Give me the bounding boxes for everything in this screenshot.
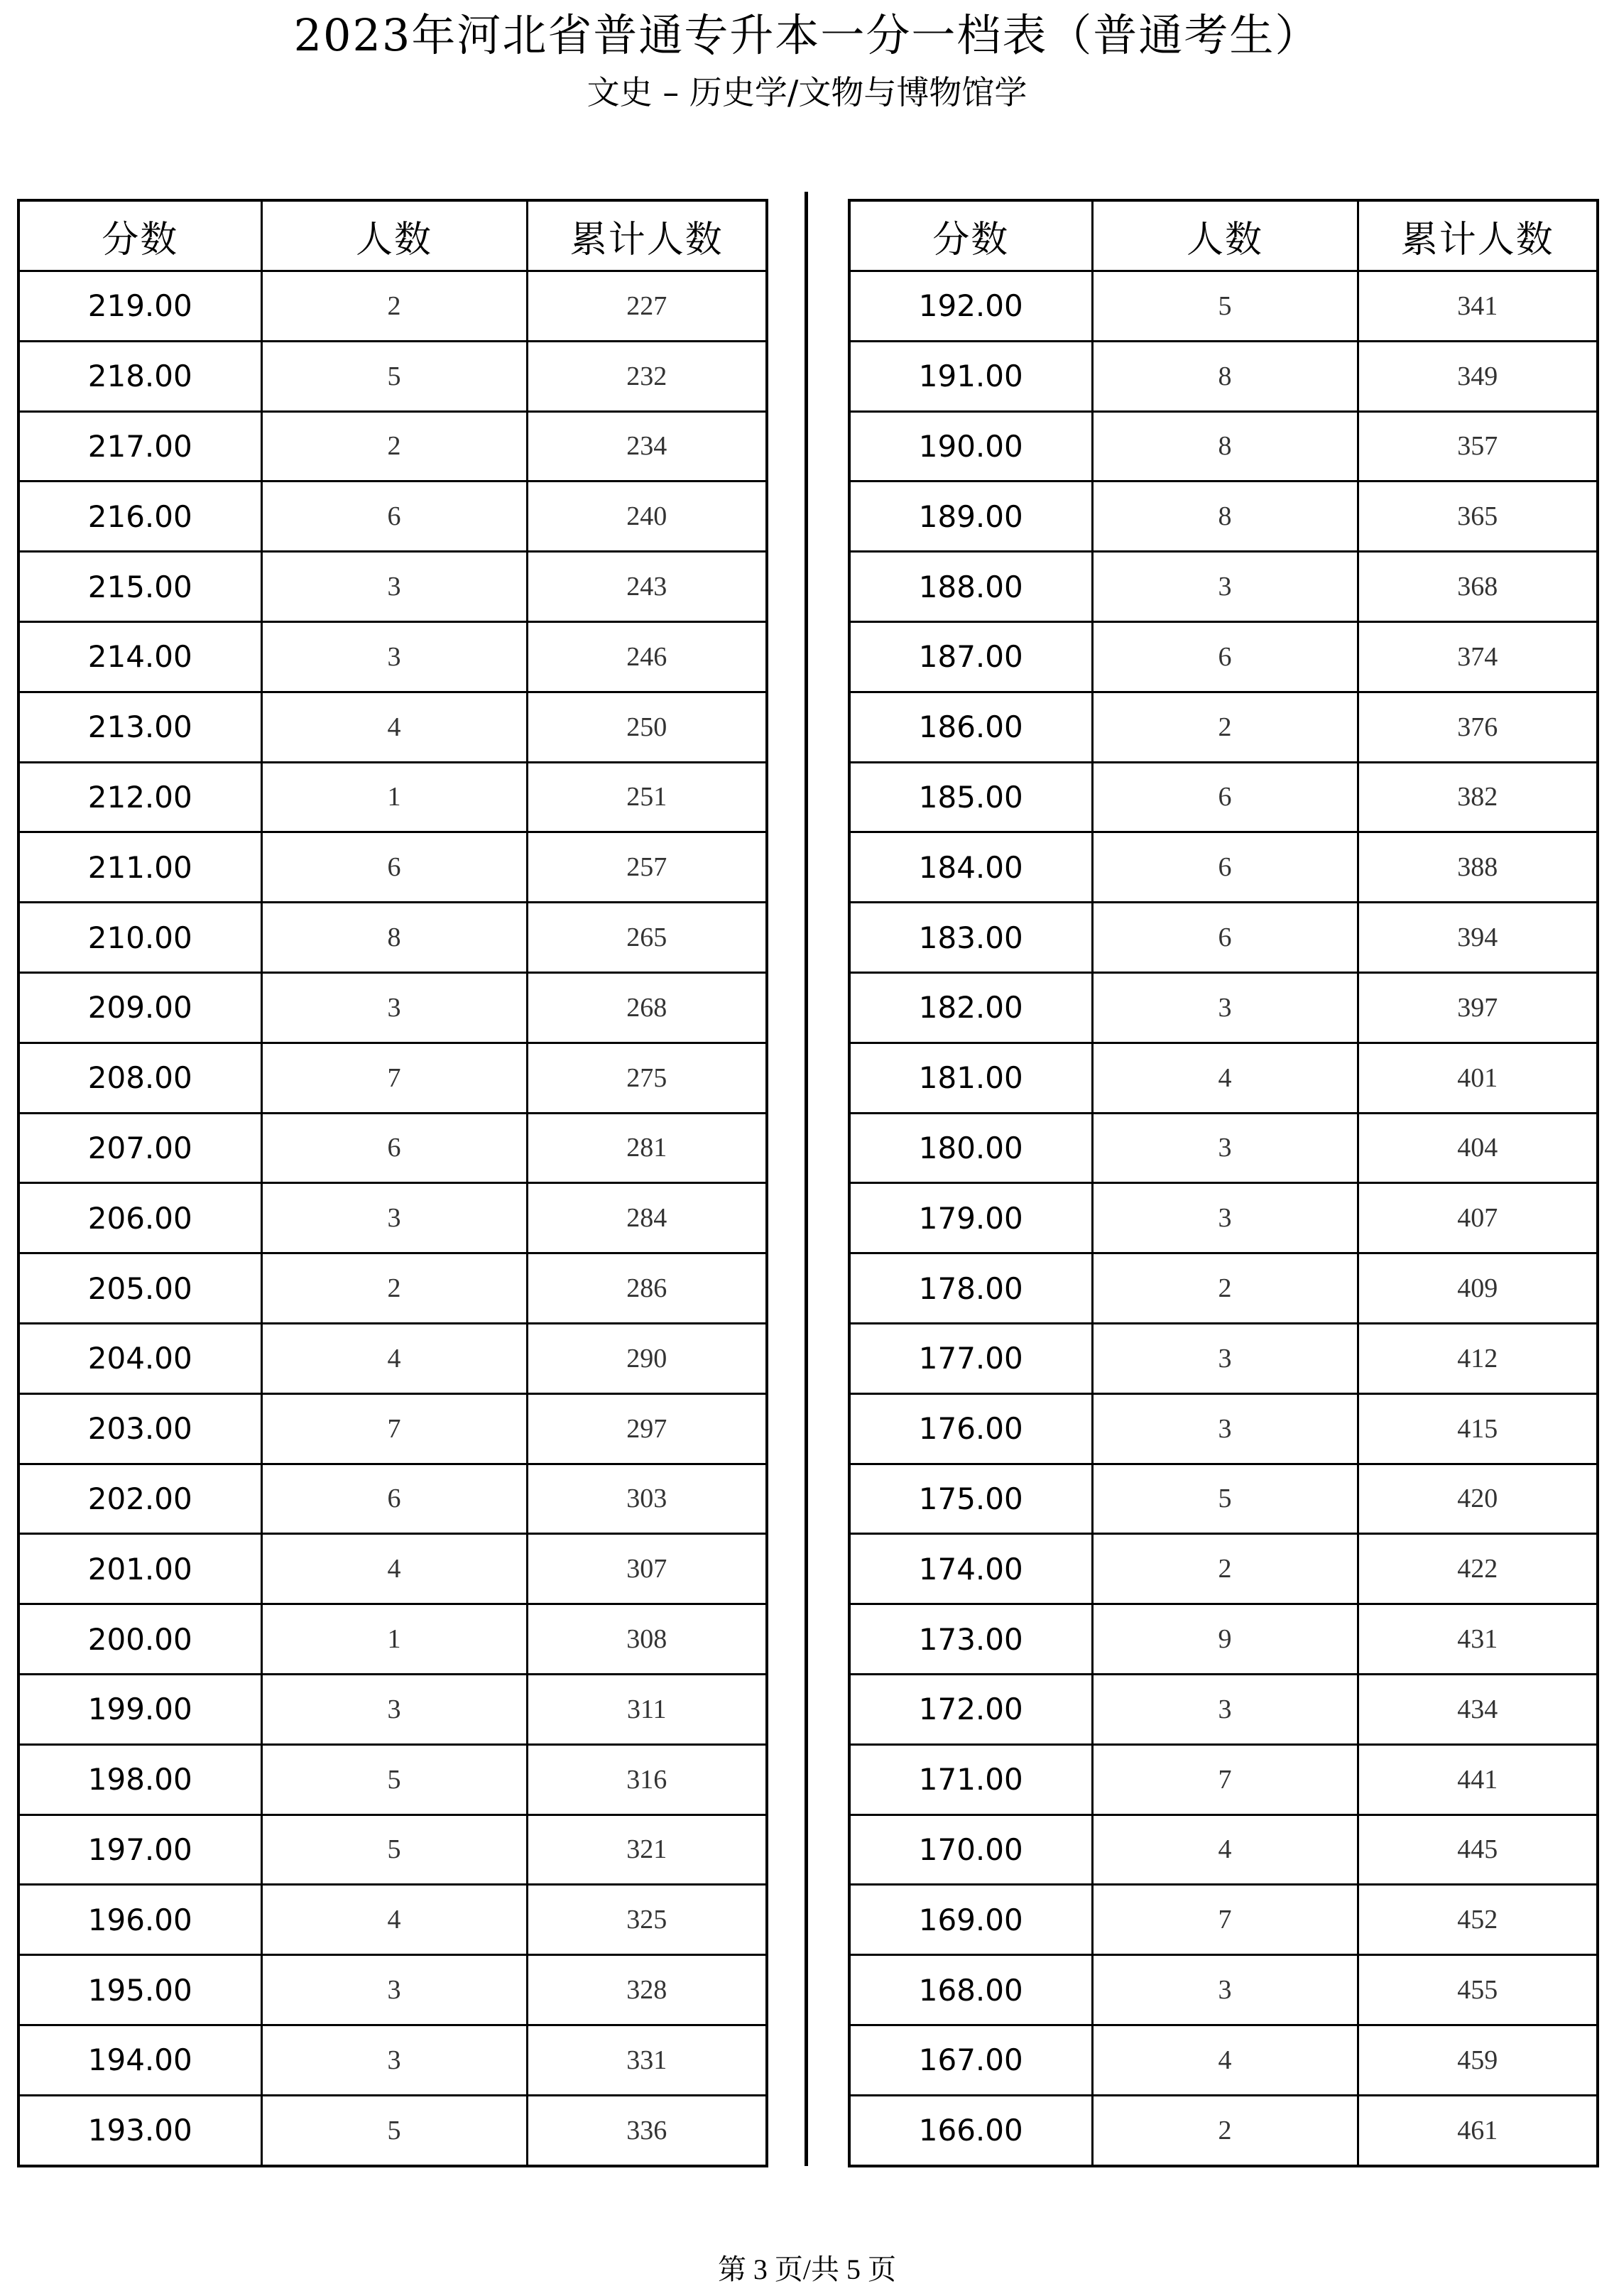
- cumulative-cell: 365: [1358, 481, 1598, 552]
- table-row: [18, 411, 767, 481]
- cumulative-cell: 357: [1358, 411, 1598, 481]
- score-cell: 196.00: [18, 1885, 261, 1955]
- score-cell: 183.00: [849, 903, 1092, 973]
- cumulative-cell: 374: [1358, 621, 1598, 692]
- count-cell: 1: [261, 762, 527, 832]
- count-cell: 8: [1092, 411, 1358, 481]
- score-table-left: [17, 199, 768, 2167]
- score-cell: 186.00: [849, 692, 1092, 762]
- score-cell: 192.00: [849, 271, 1092, 342]
- table-row: [18, 1393, 767, 1464]
- cumulative-cell: 336: [527, 2095, 767, 2165]
- score-cell: 174.00: [849, 1534, 1092, 1604]
- score-cell: 185.00: [849, 762, 1092, 832]
- count-cell: 8: [1092, 341, 1358, 411]
- cumulative-cell: 303: [527, 1464, 767, 1534]
- cumulative-cell: 382: [1358, 762, 1598, 832]
- table-row: [18, 552, 767, 622]
- table-row: [849, 1674, 1598, 1744]
- cumulative-cell: 397: [1358, 972, 1598, 1043]
- header-score: 分数: [849, 200, 1092, 271]
- count-cell: 6: [261, 832, 527, 903]
- table-row: [849, 621, 1598, 692]
- score-cell: 166.00: [849, 2095, 1092, 2165]
- count-cell: 5: [1092, 1464, 1358, 1534]
- score-cell: 201.00: [18, 1534, 261, 1604]
- count-cell: 3: [1092, 552, 1358, 622]
- score-cell: 191.00: [849, 341, 1092, 411]
- score-cell: 197.00: [18, 1815, 261, 1885]
- count-cell: 9: [1092, 1604, 1358, 1675]
- count-cell: 5: [261, 341, 527, 411]
- score-cell: 194.00: [18, 2025, 261, 2095]
- column-divider: [805, 192, 808, 2166]
- score-cell: 195.00: [18, 1955, 261, 2025]
- count-cell: 3: [1092, 1674, 1358, 1744]
- cumulative-cell: 388: [1358, 832, 1598, 903]
- table-row: [849, 832, 1598, 903]
- count-cell: 2: [261, 411, 527, 481]
- count-cell: 1: [261, 1604, 527, 1675]
- header-cumulative: 累计人数: [1358, 200, 1598, 271]
- table-row: [18, 1043, 767, 1113]
- count-cell: 3: [1092, 1393, 1358, 1464]
- cumulative-cell: 308: [527, 1604, 767, 1675]
- score-cell: 205.00: [18, 1253, 261, 1324]
- score-cell: 171.00: [849, 1744, 1092, 1815]
- cumulative-cell: 286: [527, 1253, 767, 1324]
- count-cell: 6: [1092, 621, 1358, 692]
- count-cell: 6: [1092, 903, 1358, 973]
- count-cell: 7: [1092, 1744, 1358, 1815]
- cumulative-cell: 281: [527, 1113, 767, 1183]
- count-cell: 7: [261, 1393, 527, 1464]
- cumulative-cell: 257: [527, 832, 767, 903]
- table-row: [849, 1604, 1598, 1675]
- count-cell: 4: [1092, 1815, 1358, 1885]
- table-row: [849, 1183, 1598, 1253]
- table-row: [18, 1815, 767, 1885]
- cumulative-cell: 452: [1358, 1885, 1598, 1955]
- score-cell: 203.00: [18, 1393, 261, 1464]
- cumulative-cell: 349: [1358, 341, 1598, 411]
- cumulative-cell: 459: [1358, 2025, 1598, 2095]
- score-cell: 216.00: [18, 481, 261, 552]
- count-cell: 7: [1092, 1885, 1358, 1955]
- score-cell: 209.00: [18, 972, 261, 1043]
- count-cell: 3: [1092, 1183, 1358, 1253]
- count-cell: 5: [1092, 271, 1358, 342]
- count-cell: 4: [1092, 2025, 1358, 2095]
- score-cell: 199.00: [18, 1674, 261, 1744]
- cumulative-cell: 328: [527, 1955, 767, 2025]
- table-row: [18, 972, 767, 1043]
- count-cell: 3: [1092, 972, 1358, 1043]
- count-cell: 3: [1092, 1323, 1358, 1393]
- score-cell: 211.00: [18, 832, 261, 903]
- score-cell: 180.00: [849, 1113, 1092, 1183]
- cumulative-cell: 251: [527, 762, 767, 832]
- cumulative-cell: 368: [1358, 552, 1598, 622]
- table-header-row: [18, 200, 767, 271]
- table-row: [849, 1253, 1598, 1324]
- cumulative-cell: 232: [527, 341, 767, 411]
- table-row: [849, 972, 1598, 1043]
- score-cell: 176.00: [849, 1393, 1092, 1464]
- score-cell: 169.00: [849, 1885, 1092, 1955]
- header-cumulative: 累计人数: [527, 200, 767, 271]
- count-cell: 3: [261, 1955, 527, 2025]
- table-row: [849, 271, 1598, 342]
- header-count: 人数: [261, 200, 527, 271]
- count-cell: 3: [261, 1183, 527, 1253]
- cumulative-cell: 265: [527, 903, 767, 973]
- score-cell: 184.00: [849, 832, 1092, 903]
- table-row: [849, 692, 1598, 762]
- count-cell: 7: [261, 1043, 527, 1113]
- count-cell: 3: [261, 972, 527, 1043]
- page-title: 2023年河北省普通专升本一分一档表（普通考生）: [293, 9, 1321, 61]
- table-row: [849, 1043, 1598, 1113]
- cumulative-cell: 431: [1358, 1604, 1598, 1675]
- score-cell: 187.00: [849, 621, 1092, 692]
- score-cell: 200.00: [18, 1604, 261, 1675]
- table-row: [18, 2095, 767, 2165]
- cumulative-cell: 455: [1358, 1955, 1598, 2025]
- score-table-left-body: [18, 271, 767, 2166]
- score-cell: 207.00: [18, 1113, 261, 1183]
- score-cell: 214.00: [18, 621, 261, 692]
- score-cell: 208.00: [18, 1043, 261, 1113]
- table-row: [18, 903, 767, 973]
- score-cell: 206.00: [18, 1183, 261, 1253]
- score-cell: 213.00: [18, 692, 261, 762]
- table-row: [849, 1955, 1598, 2025]
- cumulative-cell: 412: [1358, 1323, 1598, 1393]
- count-cell: 3: [261, 552, 527, 622]
- score-cell: 181.00: [849, 1043, 1092, 1113]
- table-row: [18, 2025, 767, 2095]
- table-row: [18, 1323, 767, 1393]
- score-cell: 215.00: [18, 552, 261, 622]
- table-row: [18, 621, 767, 692]
- score-cell: 212.00: [18, 762, 261, 832]
- cumulative-cell: 441: [1358, 1744, 1598, 1815]
- table-row: [849, 1815, 1598, 1885]
- cumulative-cell: 316: [527, 1744, 767, 1815]
- cumulative-cell: 401: [1358, 1043, 1598, 1113]
- cumulative-cell: 331: [527, 2025, 767, 2095]
- score-cell: 167.00: [849, 2025, 1092, 2095]
- cumulative-cell: 227: [527, 271, 767, 342]
- cumulative-cell: 290: [527, 1323, 767, 1393]
- cumulative-cell: 445: [1358, 1815, 1598, 1885]
- table-row: [18, 1674, 767, 1744]
- cumulative-cell: 307: [527, 1534, 767, 1604]
- score-cell: 170.00: [849, 1815, 1092, 1885]
- score-cell: 193.00: [18, 2095, 261, 2165]
- table-row: [849, 1885, 1598, 1955]
- table-row: [849, 1534, 1598, 1604]
- cumulative-cell: 434: [1358, 1674, 1598, 1744]
- table-row: [18, 1113, 767, 1183]
- cumulative-cell: 376: [1358, 692, 1598, 762]
- table-row: [849, 1323, 1598, 1393]
- count-cell: 6: [261, 1464, 527, 1534]
- table-row: [18, 1183, 767, 1253]
- count-cell: 6: [1092, 762, 1358, 832]
- table-row: [849, 481, 1598, 552]
- cumulative-cell: 311: [527, 1674, 767, 1744]
- table-row: [849, 762, 1598, 832]
- count-cell: 8: [1092, 481, 1358, 552]
- cumulative-cell: 394: [1358, 903, 1598, 973]
- table-row: [18, 1253, 767, 1324]
- cumulative-cell: 420: [1358, 1464, 1598, 1534]
- score-cell: 219.00: [18, 271, 261, 342]
- table-row: [18, 481, 767, 552]
- table-row: [849, 1464, 1598, 1534]
- cumulative-cell: 461: [1358, 2095, 1598, 2165]
- table-row: [18, 341, 767, 411]
- cumulative-cell: 321: [527, 1815, 767, 1885]
- cumulative-cell: 246: [527, 621, 767, 692]
- score-cell: 177.00: [849, 1323, 1092, 1393]
- score-cell: 217.00: [18, 411, 261, 481]
- count-cell: 4: [261, 1534, 527, 1604]
- score-cell: 190.00: [849, 411, 1092, 481]
- count-cell: 5: [261, 2095, 527, 2165]
- count-cell: 6: [1092, 832, 1358, 903]
- cumulative-cell: 243: [527, 552, 767, 622]
- score-cell: 188.00: [849, 552, 1092, 622]
- page-footer: 第 3 页/共 5 页: [717, 2253, 897, 2285]
- cumulative-cell: 407: [1358, 1183, 1598, 1253]
- table-row: [849, 1744, 1598, 1815]
- count-cell: 4: [261, 692, 527, 762]
- cumulative-cell: 422: [1358, 1534, 1598, 1604]
- table-row: [18, 1744, 767, 1815]
- score-cell: 218.00: [18, 341, 261, 411]
- count-cell: 2: [261, 1253, 527, 1324]
- table-row: [849, 1113, 1598, 1183]
- header-score: 分数: [18, 200, 261, 271]
- cumulative-cell: 240: [527, 481, 767, 552]
- score-table-right-body: [849, 271, 1598, 2166]
- cumulative-cell: 284: [527, 1183, 767, 1253]
- count-cell: 4: [261, 1885, 527, 1955]
- count-cell: 2: [261, 271, 527, 342]
- count-cell: 2: [1092, 1534, 1358, 1604]
- table-row: [18, 762, 767, 832]
- table-row: [849, 1393, 1598, 1464]
- score-cell: 210.00: [18, 903, 261, 973]
- table-row: [18, 271, 767, 342]
- table-row: [849, 341, 1598, 411]
- page-subtitle: 文史 – 历史学/文物与博物馆学: [587, 73, 1027, 111]
- table-row: [18, 692, 767, 762]
- count-cell: 4: [261, 1323, 527, 1393]
- count-cell: 6: [261, 1113, 527, 1183]
- score-cell: 168.00: [849, 1955, 1092, 2025]
- cumulative-cell: 297: [527, 1393, 767, 1464]
- count-cell: 2: [1092, 1253, 1358, 1324]
- cumulative-cell: 341: [1358, 271, 1598, 342]
- table-row: [18, 1604, 767, 1675]
- table-header-row: [849, 200, 1598, 271]
- table-row: [849, 2025, 1598, 2095]
- count-cell: 5: [261, 1815, 527, 1885]
- cumulative-cell: 404: [1358, 1113, 1598, 1183]
- table-row: [849, 2095, 1598, 2165]
- score-cell: 202.00: [18, 1464, 261, 1534]
- table-row: [18, 832, 767, 903]
- table-row: [18, 1534, 767, 1604]
- header-count: 人数: [1092, 200, 1358, 271]
- score-cell: 198.00: [18, 1744, 261, 1815]
- count-cell: 2: [1092, 692, 1358, 762]
- cumulative-cell: 275: [527, 1043, 767, 1113]
- table-row: [849, 411, 1598, 481]
- cumulative-cell: 234: [527, 411, 767, 481]
- count-cell: 2: [1092, 2095, 1358, 2165]
- count-cell: 3: [261, 621, 527, 692]
- table-row: [18, 1955, 767, 2025]
- cumulative-cell: 409: [1358, 1253, 1598, 1324]
- cumulative-cell: 325: [527, 1885, 767, 1955]
- count-cell: 3: [261, 2025, 527, 2095]
- table-row: [18, 1464, 767, 1534]
- score-cell: 178.00: [849, 1253, 1092, 1324]
- score-cell: 172.00: [849, 1674, 1092, 1744]
- count-cell: 5: [261, 1744, 527, 1815]
- count-cell: 3: [1092, 1955, 1358, 2025]
- score-cell: 173.00: [849, 1604, 1092, 1675]
- score-cell: 182.00: [849, 972, 1092, 1043]
- count-cell: 3: [261, 1674, 527, 1744]
- table-row: [849, 903, 1598, 973]
- cumulative-cell: 268: [527, 972, 767, 1043]
- score-cell: 204.00: [18, 1323, 261, 1393]
- table-row: [18, 1885, 767, 1955]
- score-cell: 189.00: [849, 481, 1092, 552]
- count-cell: 6: [261, 481, 527, 552]
- table-row: [849, 552, 1598, 622]
- score-table-right: [848, 199, 1599, 2167]
- score-cell: 179.00: [849, 1183, 1092, 1253]
- score-cell: 175.00: [849, 1464, 1092, 1534]
- count-cell: 8: [261, 903, 527, 973]
- cumulative-cell: 250: [527, 692, 767, 762]
- count-cell: 3: [1092, 1113, 1358, 1183]
- count-cell: 4: [1092, 1043, 1358, 1113]
- cumulative-cell: 415: [1358, 1393, 1598, 1464]
